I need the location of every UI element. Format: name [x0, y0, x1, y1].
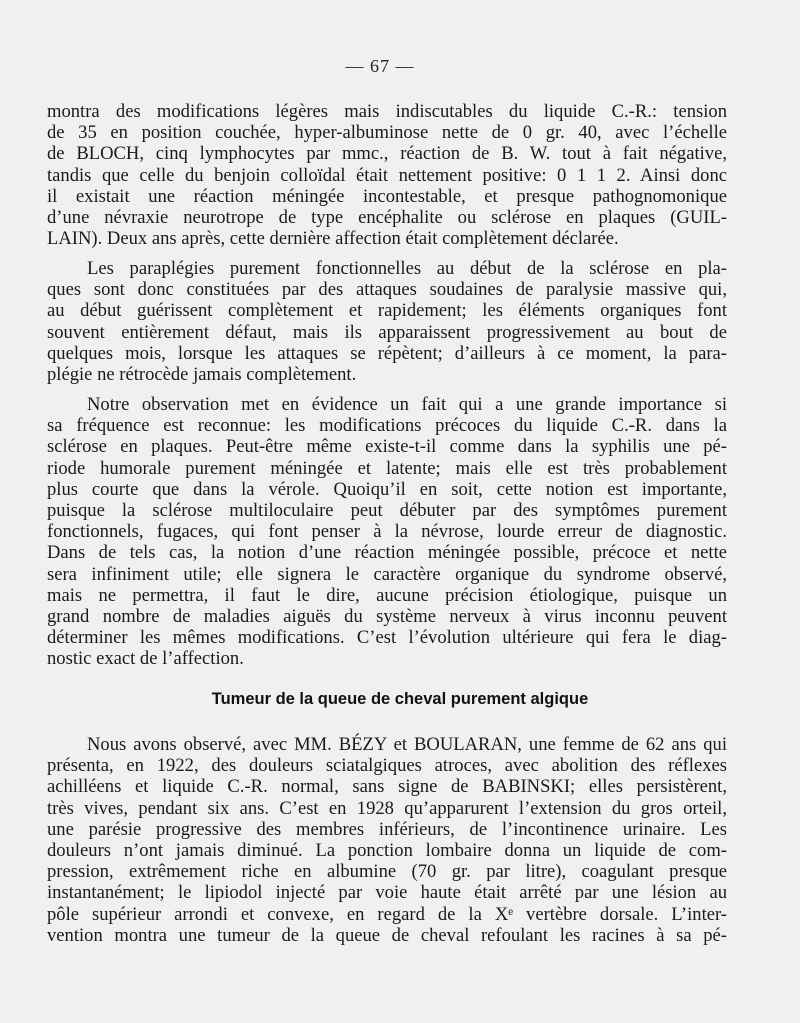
text-line: nostic exact de l’affection.: [47, 648, 244, 670]
text-line: au début guérissent complètement et rapidement; les éléments organiques font: [47, 300, 727, 322]
text-line: fonctionnels, fugaces, qui font penser à la névrose, lourde erreur de diagnostic.: [47, 521, 727, 543]
text-line: Dans de tels cas, la notion d’une réaction méningée possible, précoce et nette: [47, 542, 727, 564]
text-line: achilléens et liquide C.-R. normal, sans signe de BABINSKI; elles persistèrent,: [47, 776, 727, 798]
text-line: sclérose en plaques. Peut-être même existe-t-il comme dans la syphilis une pé-: [47, 436, 727, 458]
paragraph-4: [47, 734, 727, 946]
text-line: très vives, pendant six ans. C’est en 1928 qu’apparurent l’extension du gros orteil,: [47, 797, 727, 819]
text-line: sa fréquence est reconnue: les modifications précoces du liquide C.-R. dans la: [47, 415, 727, 437]
page-number: — 67 —: [345, 56, 415, 76]
text-line: grand nombre de maladies aiguës du système nerveux à virus inconnu peuvent: [47, 605, 727, 627]
text-line: plus courte que dans la vérole. Quoiqu’il en soit, cette notion est importante,: [47, 478, 727, 500]
text-line: tandis que celle du benjoin colloïdal était nettement positive: 0 1 1 2. Ainsi donc: [47, 164, 727, 186]
text-line: Les paraplégies purement fonctionnelles au début de la sclérose en pla-: [87, 258, 727, 279]
text-line: sera infiniment utile; elle signera le caractère organique du syndrome observé,: [47, 563, 727, 585]
text-line: puisque la sclérose multiloculaire peut débuter par des symptômes purement: [47, 499, 727, 521]
text-line: plégie ne rétrocède jamais complètement.: [47, 363, 357, 385]
text-line: déterminer les mêmes modifications. C’est l’évolution ultérieure qui fera le diag-: [47, 627, 727, 649]
text-line: Notre observation met en évidence un fait qui a une grande importance si: [87, 394, 727, 415]
text-line: de BLOCH, cinq lymphocytes par mmc., réaction de B. W. tout à fait négative,: [47, 143, 727, 165]
text-line: présenta, en 1922, des douleurs sciatalgiques atroces, avec abolition des réflexes: [47, 755, 727, 777]
text-line: d’une névraxie neurotrope de type encéphalite ou sclérose en plaques (GUIL-: [47, 206, 727, 228]
text-line: mais ne permettra, il faut le dire, aucune précision étiologique, puisque un: [47, 584, 727, 606]
paragraph-1: [47, 101, 727, 249]
text-line: quelques mois, lorsque les attaques se répètent; d’ailleurs à ce moment, la para-: [47, 342, 727, 364]
text-line: ques sont donc constituées par des attaques soudaines de paralysie massive qui,: [47, 279, 727, 301]
text-line: de 35 en position couchée, hyper-albuminose nette de 0 gr. 40, avec l’échelle: [47, 122, 727, 144]
text-line: il existait une réaction méningée incontestable, et presque pathognomonique: [47, 185, 727, 207]
text-line: douleurs n’ont jamais diminué. La ponction lombaire donna un liquide de com-: [47, 839, 727, 861]
paragraph-2: [47, 258, 727, 385]
text-line: une parésie progressive des membres inférieurs, de l’incontinence urinaire. Les: [47, 818, 727, 840]
text-line: LAIN). Deux ans après, cette dernière affection était complètement déclarée.: [47, 228, 619, 250]
text-line: vention montra une tumeur de la queue de cheval refoulant les racines à sa pé-: [47, 924, 727, 946]
text-line: pôle supérieur arrondi et convexe, en regard de la Xᵉ vertèbre dorsale. L’inter-: [47, 903, 727, 925]
text-line: instantanément; le lipiodol injecté par voie haute était arrêté par une lésion au: [47, 882, 727, 904]
text-line: Nous avons observé, avec MM. BÉZY et BOULARAN, une femme de 62 ans qui: [87, 734, 727, 755]
text-line: riode humorale purement méningée et latente; mais elle est très probablement: [47, 457, 727, 479]
text-line: souvent entièrement défaut, mais ils apparaissent progressivement au bout de: [47, 321, 727, 343]
text-line: montra des modifications légères mais indiscutables du liquide C.-R.: tension: [47, 101, 727, 122]
section-heading: Tumeur de la queue de cheval purement algique: [211, 690, 589, 708]
text-line: pression, extrêmement riche en albumine (70 gr. par litre), coagulant presque: [47, 861, 727, 883]
paragraph-3: [47, 394, 727, 669]
